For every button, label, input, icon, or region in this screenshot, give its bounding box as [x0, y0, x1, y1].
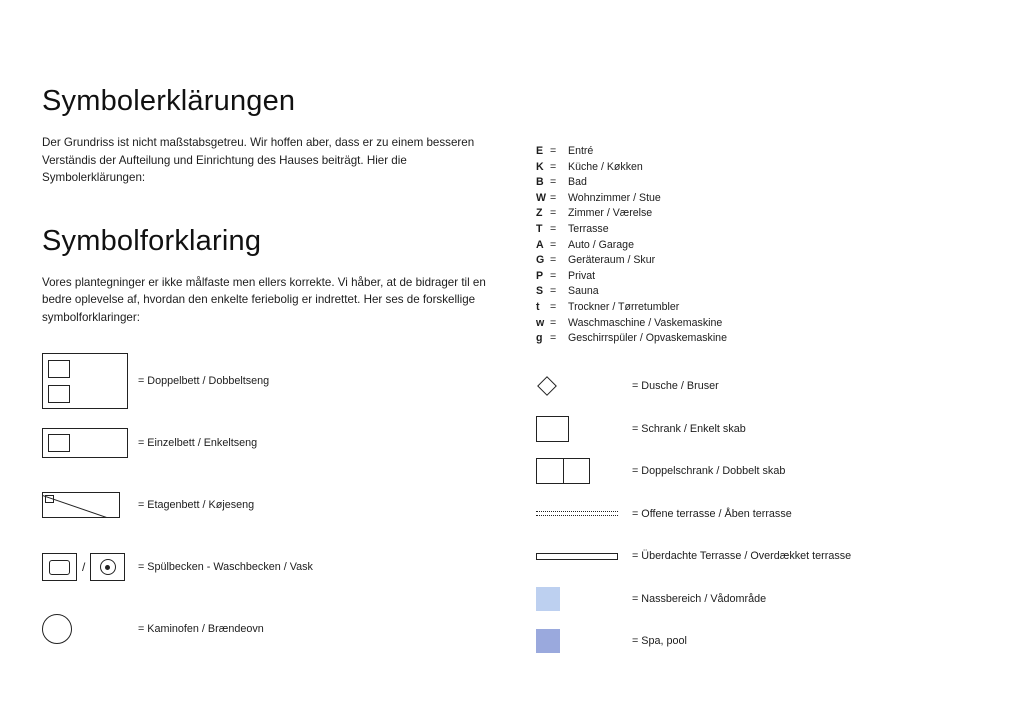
- abbreviation-key: W: [536, 191, 546, 204]
- abbreviation-value: Entré: [568, 145, 594, 157]
- abbreviation-equals: =: [550, 160, 557, 173]
- abbreviation-row: [536, 269, 936, 285]
- abbreviation-key: g: [536, 332, 543, 345]
- abbreviation-key: t: [536, 300, 540, 313]
- abbreviation-equals: =: [550, 316, 557, 329]
- abbreviation-row: [536, 331, 936, 347]
- intro-paragraph-da: Vores plantegninger er ikke målfaste men ellers korrekte. Vi håber, at de bidrager til en bedre oplevelse af, hvordan den enkelte feriebolig er indrettet. Her ses de forskellige symbolforklaringer:: [42, 275, 486, 324]
- legend-item-label: = Spa, pool: [632, 635, 687, 648]
- abbreviation-value: Terrasse: [568, 222, 609, 235]
- abbreviation-row: [536, 238, 936, 254]
- spa-pool-icon: [536, 629, 632, 653]
- legend-item: [42, 412, 512, 474]
- abbreviation-value: Geräteraum / Skur: [568, 254, 656, 267]
- double-bed-icon: [42, 353, 132, 409]
- abbreviation-equals: =: [550, 207, 557, 220]
- legend-item-label: = Einzelbett / Enkeltseng: [138, 437, 258, 449]
- abbreviation-key: S: [536, 285, 544, 298]
- legend-item: [536, 408, 976, 451]
- abbreviation-equals: =: [550, 254, 557, 267]
- open-terrace-icon: [536, 511, 632, 516]
- abbreviation-equals: =: [550, 222, 557, 235]
- double-wardrobe-icon: [536, 458, 632, 484]
- legend-item: [536, 450, 976, 493]
- abbreviation-value: Trockner / Tørretumbler: [568, 300, 680, 313]
- sink-washbasin-icon: /: [42, 553, 132, 581]
- abbreviation-key: Z: [536, 207, 543, 220]
- abbreviation-row: [536, 300, 936, 316]
- abbreviation-value: Zimmer / Værelse: [568, 207, 653, 220]
- text-column: [42, 85, 502, 326]
- single-bed-icon: [42, 428, 132, 458]
- abbreviation-key: w: [536, 316, 545, 329]
- abbreviation-row: [536, 316, 936, 332]
- abbreviation-equals: =: [550, 145, 557, 157]
- legend-item-label: = Doppelschrank / Dobbelt skab: [632, 465, 786, 478]
- legend-item-label: = Spülbecken - Waschbecken / Vask: [138, 561, 313, 573]
- abbreviation-list: [536, 144, 936, 347]
- abbreviation-equals: =: [550, 285, 557, 298]
- legend-item-label: = Doppelbett / Dobbeltseng: [138, 375, 270, 387]
- abbreviation-row: [536, 222, 936, 238]
- abbreviation-row: [536, 253, 936, 269]
- legend-item-label: = Schrank / Enkelt skab: [632, 422, 746, 435]
- wood-stove-icon: [42, 614, 132, 644]
- abbreviation-row: [536, 175, 936, 191]
- legend-item-label: = Etagenbett / Køjeseng: [138, 499, 255, 511]
- abbreviation-value: Wohnzimmer / Stue: [568, 191, 661, 204]
- legend-item-label: = Überdachte Terrasse / Overdækket terrasse: [632, 550, 852, 563]
- abbreviation-equals: =: [550, 300, 557, 313]
- abbreviation-equals: =: [550, 238, 557, 251]
- abbreviation-key: T: [536, 222, 543, 235]
- legend-item: [42, 474, 512, 536]
- abbreviation-row: [536, 206, 936, 222]
- legend-item-label: = Dusche / Bruser: [632, 380, 719, 393]
- page-title-de: Symbolerklärungen: [42, 85, 296, 117]
- intro-paragraph-de: Der Grundriss ist nicht maßstabsgetreu. Wir hoffen aber, dass er zu einem besseren Verständis der Aufteilung und Einrichtung des Hauses beiträgt. Hier die Symbolerklärungen:: [42, 136, 475, 184]
- legend-item: [536, 493, 976, 536]
- shower-icon: [536, 379, 632, 393]
- legend-list-left: [42, 350, 512, 660]
- abbreviation-value: Privat: [568, 269, 596, 282]
- abbreviation-row: [536, 144, 936, 160]
- legend-item: [536, 620, 976, 663]
- wardrobe-icon: [536, 416, 632, 442]
- abbreviation-key: A: [536, 238, 544, 251]
- abbreviation-value: Geschirrspüler / Opvaskemaskine: [568, 332, 727, 345]
- abbreviation-value: Waschmaschine / Vaskemaskine: [568, 316, 723, 329]
- legend-item: [536, 535, 976, 578]
- legend-item: [536, 365, 976, 408]
- bunk-bed-icon: [42, 492, 132, 518]
- abbreviation-key: E: [536, 145, 544, 157]
- abbreviation-value: Bad: [568, 176, 587, 189]
- abbreviation-key: P: [536, 269, 544, 282]
- abbreviation-value: Küche / Køkken: [568, 160, 643, 173]
- abbreviation-equals: =: [550, 176, 557, 189]
- legend-item-label: = Nassbereich / Vådområde: [632, 592, 767, 605]
- legend-item: [42, 536, 512, 598]
- legend-item: [42, 350, 512, 412]
- abbreviation-key: B: [536, 176, 544, 189]
- abbreviation-row: [536, 160, 936, 176]
- abbreviation-key: G: [536, 254, 545, 267]
- legend-list-right: [536, 365, 976, 663]
- legend-item: [42, 598, 512, 660]
- abbreviation-equals: =: [550, 332, 557, 345]
- page-title-da: Symbolforklaring: [42, 224, 262, 257]
- legend-item-label: = Offene terrasse / Åben terrasse: [632, 507, 792, 520]
- legend-item-label: = Kaminofen / Brændeovn: [138, 623, 264, 635]
- abbreviation-row: [536, 284, 936, 300]
- abbreviation-row: [536, 191, 936, 207]
- abbreviation-key: K: [536, 160, 544, 173]
- legend-item: [536, 578, 976, 621]
- abbreviation-value: Auto / Garage: [568, 238, 634, 251]
- wet-area-icon: [536, 587, 632, 611]
- abbreviation-equals: =: [550, 191, 557, 204]
- covered-terrace-icon: [536, 553, 632, 560]
- abbreviation-equals: =: [550, 269, 557, 282]
- abbreviation-value: Sauna: [568, 285, 599, 298]
